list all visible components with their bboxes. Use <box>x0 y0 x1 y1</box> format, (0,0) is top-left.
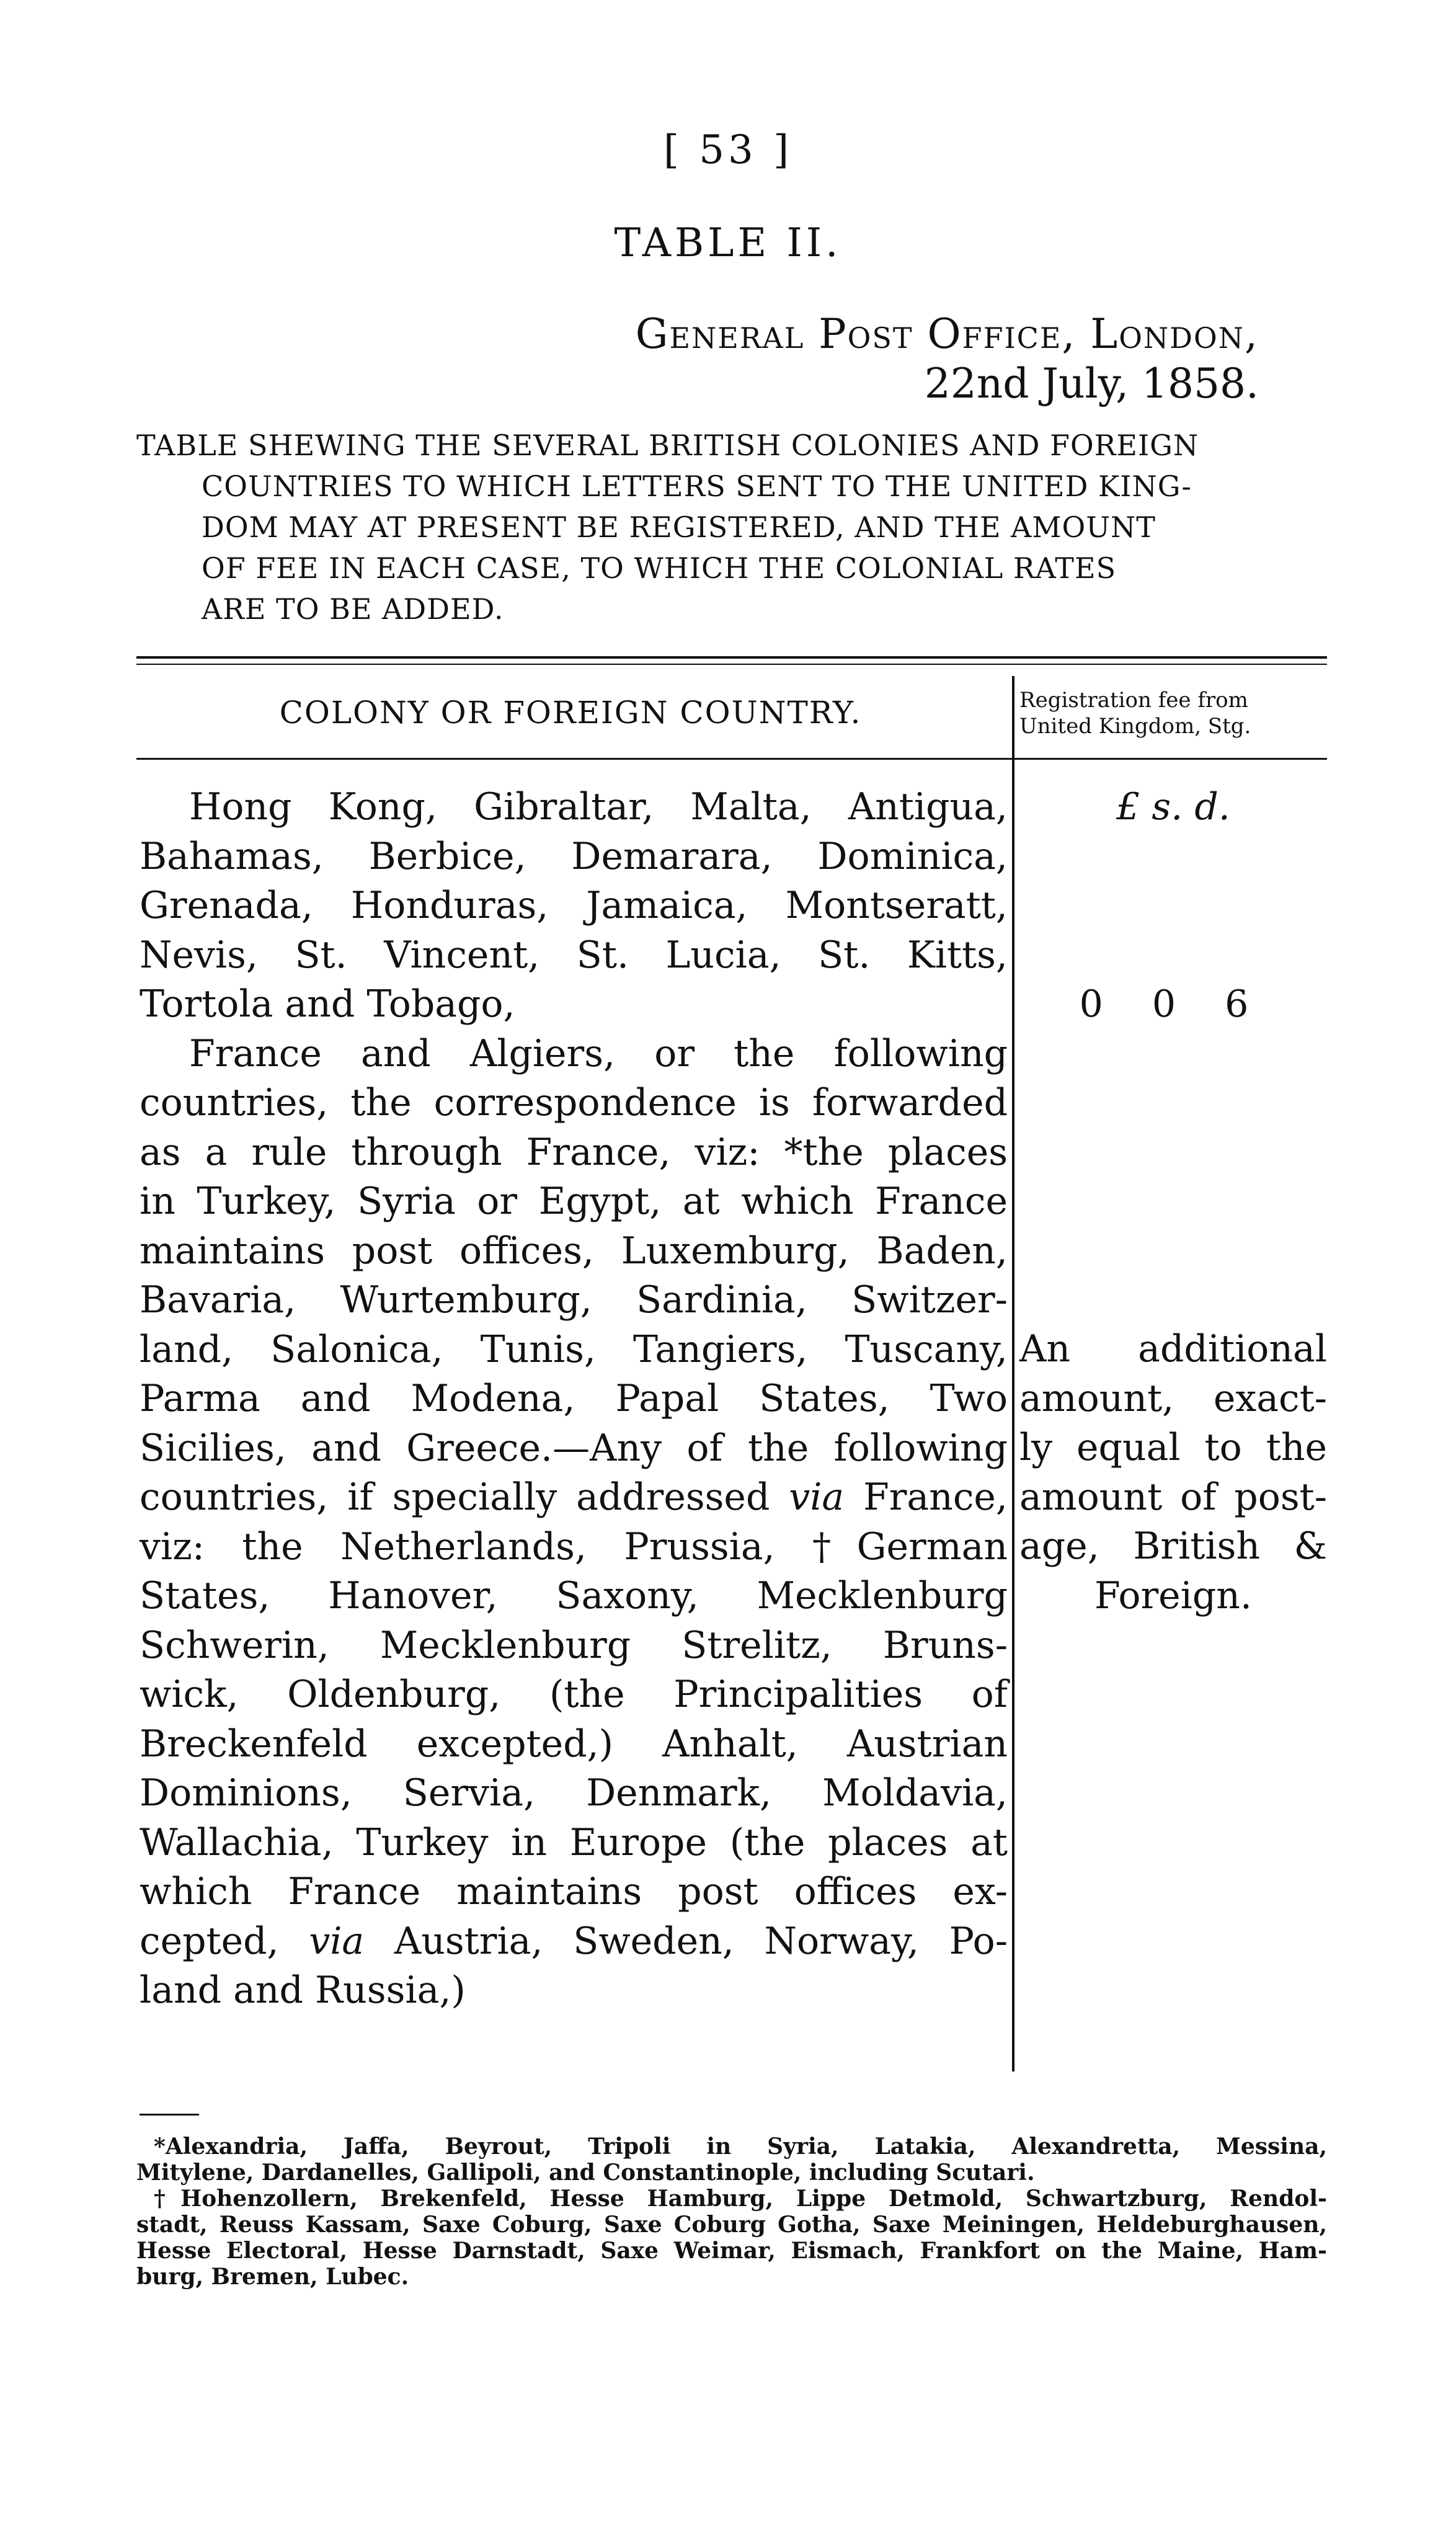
country-line: Wallachia, Turkey in Europe (the places at <box>140 1820 1008 1864</box>
additional-fee-note <box>1019 1325 1327 1621</box>
country-line: land, Salonica, Tunis, Tangiers, Tuscany, <box>140 1327 1008 1371</box>
heading-line: ARE TO BE ADDED. <box>202 592 504 626</box>
heading-line: COUNTRIES TO WHICH LETTERS SENT TO THE UNITED KING- <box>202 469 1192 503</box>
country-line: viz: the Netherlands, Prussia, †German <box>140 1524 1008 1569</box>
country-line: in Turkey, Syria or Egypt, at which France <box>140 1180 1008 1223</box>
country-line: as a rule through France, viz: *the places <box>140 1130 1008 1174</box>
country-line: Hong Kong, Gibraltar, Malta, Antigua, <box>189 785 1008 829</box>
country-line: Breckenfeld excepted,) Anhalt, Austrian <box>140 1722 1008 1766</box>
country-line: countries, the correspondence is forwarded <box>140 1081 1008 1124</box>
country-line: which France maintains post offices ex- <box>140 1870 1008 1913</box>
registration-fee-amount: 0 0 6 <box>1079 982 1267 1026</box>
table-description <box>136 425 1327 630</box>
fee-note-line: amount of post- <box>1019 1475 1327 1519</box>
country-line: Schwerin, Mecklenburg Strelitz, Bruns- <box>140 1623 1008 1667</box>
fee-header-line: United Kingdom, Stg. <box>1019 714 1251 739</box>
country-line: land and Russia,) <box>140 1969 466 2012</box>
country-line: States, Hanover, Saxony, Mecklenburg <box>140 1574 1008 1618</box>
country-line: Sicilies, and Greece.—Any of the following <box>140 1426 1008 1470</box>
country-line: France and Algiers, or the following <box>189 1031 1008 1075</box>
footnote-line: Mitylene, Dardanelles, Gallipoli, and Constantinople, including Scutari. <box>136 2160 1035 2186</box>
country-line: maintains post offices, Luxemburg, Baden, <box>140 1229 1008 1273</box>
footnote-line: stadt, Reuss Kassam, Saxe Coburg, Saxe Coburg Gotha, Saxe Meiningen, Heldeburghausen, <box>136 2212 1327 2238</box>
table-header-rule <box>136 758 1327 760</box>
table-top-rule-thin <box>136 664 1327 665</box>
country-line: Nevis, St. Vincent, St. Lucia, St. Kitts, <box>140 933 1008 977</box>
document-date: 22nd July, 1858. <box>924 360 1259 407</box>
footnote-line: †Hohenzollern, Brekenfeld, Hesse Hamburg, Lippe Detmold, Schwartzburg, Rendol- <box>154 2186 1327 2212</box>
fee-header-line: Registration fee from <box>1019 688 1248 713</box>
country-line: countries, if specially addressed via France, <box>140 1475 1008 1519</box>
fee-note-line: ly equal to the <box>1019 1426 1327 1469</box>
footnotes <box>136 2134 1327 2290</box>
country-line: Bahamas, Berbice, Demarara, Dominica, <box>140 834 1008 878</box>
fee-note-line: Foreign. <box>1094 1573 1252 1618</box>
table-title: TABLE II. <box>614 220 842 266</box>
column-header-country: COLONY OR FOREIGN COUNTRY. <box>279 695 862 731</box>
country-line: Grenada, Honduras, Jamaica, Montseratt, <box>140 884 1008 927</box>
country-line: Bavaria, Wurtemburg, Sardinia, Switzer- <box>140 1278 1008 1322</box>
table-top-rule <box>136 656 1327 659</box>
footnote-line: *Alexandria, Jaffa, Beyrout, Tripoli in Syria, Latakia, Alexandretta, Messina, <box>154 2134 1327 2160</box>
country-column <box>140 783 1008 2016</box>
footnote-line: Hesse Electoral, Hesse Darnstadt, Saxe Weimar, Eismach, Frankfort on the Maine, Ham- <box>136 2238 1327 2264</box>
page-number: [ 53 ] <box>663 127 793 173</box>
currency-header: £ s. d. <box>1116 785 1230 829</box>
country-line: wick, Oldenburg, (the Principalities of <box>140 1673 1008 1716</box>
heading-line: DOM MAY AT PRESENT BE REGISTERED, AND THE AMOUNT <box>202 510 1156 544</box>
column-divider <box>1012 676 1014 2072</box>
country-line: Tortola and Tobago, <box>140 982 515 1026</box>
heading-line: OF FEE IN EACH CASE, TO WHICH THE COLONIAL RATES <box>202 551 1117 585</box>
fee-note-line: An additional <box>1019 1327 1327 1371</box>
footnote-line: burg, Bremen, Lubec. <box>136 2264 409 2290</box>
fee-note-line: age, British & <box>1019 1524 1327 1568</box>
country-line: cepted, via Austria, Sweden, Norway, Po- <box>140 1919 1008 1963</box>
office-name: General Post Office, London, <box>635 310 1259 358</box>
footnote-rule <box>140 2114 199 2116</box>
heading-line: TABLE SHEWING THE SEVERAL BRITISH COLONIES AND FOREIGN <box>136 429 1199 462</box>
country-line: Dominions, Servia, Denmark, Moldavia, <box>140 1771 1008 1815</box>
country-line: Parma and Modena, Papal States, Two <box>140 1377 1008 1420</box>
column-header-fee <box>1019 687 1327 739</box>
fee-note-line: amount, exact- <box>1019 1376 1327 1420</box>
